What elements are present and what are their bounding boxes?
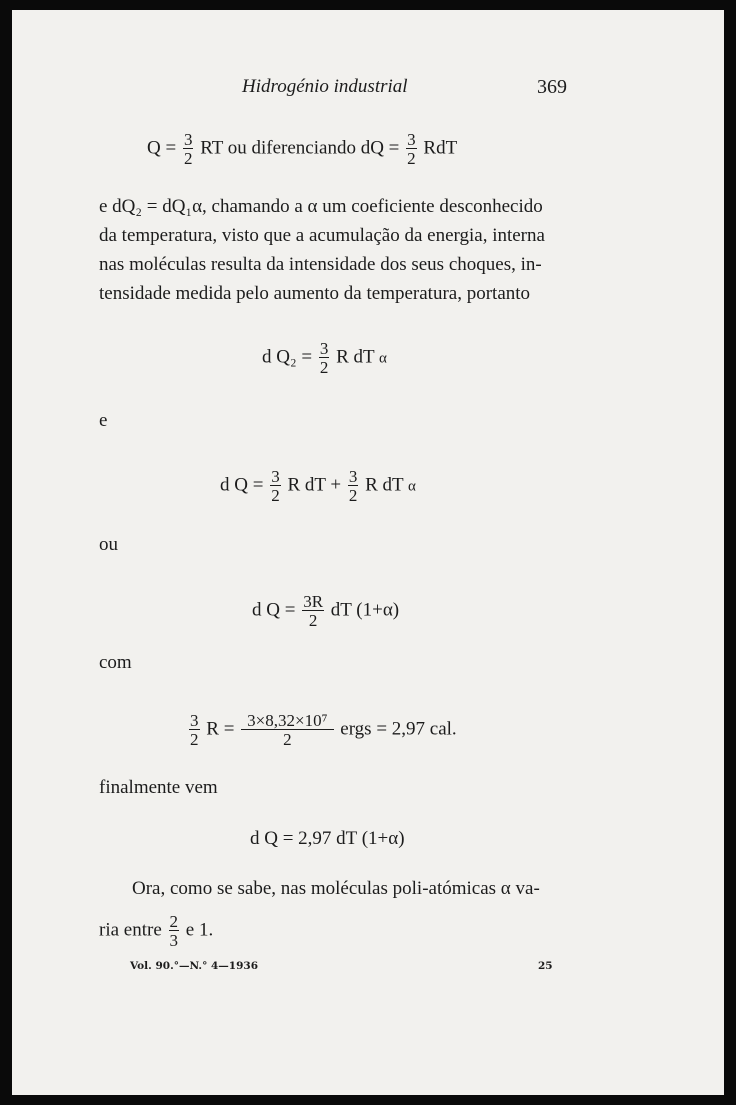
paragraph-2-line-1: Ora, como se sabe, nas moléculas poli-atómicas α va- <box>132 878 540 899</box>
paragraph-2-line-2-post: e 1. <box>185 919 214 941</box>
eq5-r: R <box>206 718 219 740</box>
eq1-frac2-num: 3 <box>407 130 416 149</box>
eq4-lhs: d Q <box>252 599 280 621</box>
equation-5: $\frac{3}{2}$ R = $\frac{\text{3×8,32×10⁷}}{2}$ ergs = 2,97 cal. <box>190 711 457 749</box>
equation-3: d Q = $\frac{3}{2}$ R dT + $\frac{3}{2}$ R dT α <box>220 467 416 505</box>
eq2-alpha: α <box>379 350 387 367</box>
document-page <box>12 10 724 1095</box>
eq4-frac-num: 3R <box>303 592 324 611</box>
eq5-frac2-num: 3×8,32×10⁷ <box>241 712 333 730</box>
eq1-rhs2: RdT <box>423 137 458 159</box>
eq3-alpha: α <box>408 478 416 495</box>
word-e: e <box>99 410 108 431</box>
eq5-frac1-den: 2 <box>190 730 199 749</box>
eq5-fraction-2 <box>241 712 333 748</box>
page-number: 369 <box>537 76 567 98</box>
eq5-rhs: ergs = 2,97 cal. <box>340 718 457 740</box>
equation-6: d Q = 2,97 dT (1+α) <box>250 828 405 849</box>
eq5-frac1-num: 3 <box>190 711 199 730</box>
paragraph-2-fraction <box>169 913 180 949</box>
word-finalmente: finalmente vem <box>99 777 218 798</box>
eq3-frac2-num: 3 <box>348 467 358 486</box>
paragraph-1-line-1: e dQ₂ = dQ₁α, chamando a α um coeficiente desconhecido <box>99 196 543 217</box>
eq2-frac-den: 2 <box>319 358 329 377</box>
eq2-rhs: R dT <box>336 346 375 368</box>
paragraph-2-frac-den: 3 <box>169 931 179 950</box>
eq4-fraction <box>302 593 324 629</box>
eq1-frac2-den: 2 <box>407 149 416 168</box>
eq5-fraction-1 <box>189 712 200 748</box>
eq3-lhs: d Q <box>220 474 248 496</box>
eq1-lhs: Q <box>147 137 161 159</box>
footer-signature: 25 <box>538 960 553 972</box>
word-ou: ou <box>99 534 118 555</box>
eq3-fraction-1 <box>270 468 281 504</box>
equation-4: d Q = $\frac{3R}{2}$ dT (1+α) <box>252 592 400 630</box>
eq3-frac2-den: 2 <box>348 486 358 505</box>
eq3-frac1-den: 2 <box>271 486 280 505</box>
eq4-frac-den: 2 <box>308 611 318 630</box>
eq5-frac2-den: 2 <box>283 730 292 749</box>
paragraph-2-line-2 <box>99 913 213 949</box>
eq3-rhs: R dT <box>365 474 404 496</box>
paragraph-1-line-3: nas moléculas resulta da intensidade dos seus choques, in- <box>99 254 542 275</box>
eq3-mid: R dT + <box>287 474 342 496</box>
eq3-frac1-num: 3 <box>271 467 280 486</box>
eq2-fraction <box>319 340 330 376</box>
eq1-rhs: RT ou diferenciando dQ <box>200 137 384 159</box>
eq1-frac-num: 3 <box>183 130 193 149</box>
word-com: com <box>99 652 132 673</box>
eq1-fraction-2 <box>406 131 417 167</box>
footer-volume: Vol. 90.°—N.° 4—1936 <box>130 960 259 972</box>
paragraph-2-line-2-pre: ria entre <box>99 919 162 941</box>
equation-2: d Q₂ = $\frac{3}{2}$ R dT α <box>262 339 387 377</box>
running-header-title: Hidrogénio industrial <box>242 76 408 97</box>
eq1-frac-den: 2 <box>183 149 193 168</box>
paragraph-2-frac-num: 2 <box>169 912 179 931</box>
paragraph-1-line-4: tensidade medida pelo aumento da temperatura, portanto <box>99 283 531 304</box>
eq3-fraction-2 <box>348 468 359 504</box>
eq2-frac-num: 3 <box>319 339 329 358</box>
eq4-rhs: dT (1+α) <box>330 599 400 621</box>
equation-1: Q = $\frac{3}{2}$ RT ou diferenciando dQ = $\frac{3}{2}$ RdT <box>147 130 458 168</box>
paragraph-1-line-2: da temperatura, visto que a acumulação da energia, interna <box>99 225 545 246</box>
eq2-lhs: d Q₂ <box>262 346 297 368</box>
eq1-fraction <box>183 131 194 167</box>
